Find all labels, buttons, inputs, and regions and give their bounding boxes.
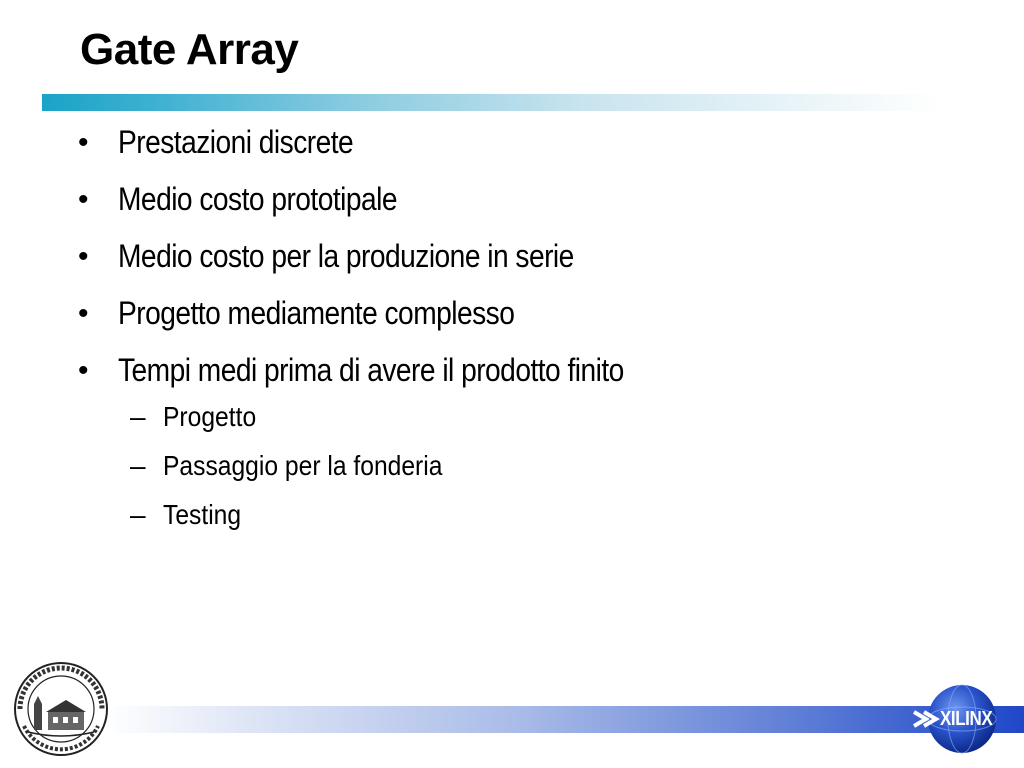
dash-icon: – (130, 401, 146, 432)
sub-bullet-list (78, 401, 978, 548)
sub-bullet-text: Progetto (163, 401, 257, 432)
bullet-dot-icon: • (78, 354, 88, 387)
sub-bullet-item (78, 401, 978, 450)
bullet-item (78, 181, 978, 238)
bullet-text: Tempi medi prima di avere il prodotto finito (118, 352, 624, 388)
bullet-text: Prestazioni discrete (118, 124, 354, 160)
bullet-dot-icon: • (78, 126, 88, 159)
bullet-text: Progetto mediamente complesso (118, 295, 515, 331)
bullet-dot-icon: • (78, 183, 88, 216)
sub-bullet-item (78, 499, 978, 548)
bullet-text: Medio costo prototipale (118, 181, 398, 217)
dash-icon: – (130, 499, 146, 530)
title-underline (42, 94, 942, 111)
bullet-text: Medio costo per la produzione in serie (118, 238, 574, 274)
bullet-dot-icon: • (78, 297, 88, 330)
university-seal-logo (8, 660, 114, 758)
bullet-item (78, 295, 978, 352)
xilinx-wordmark: XILINX (940, 708, 993, 730)
sub-bullet-text: Testing (163, 499, 242, 530)
bullet-item (78, 238, 978, 295)
bullet-list (78, 124, 978, 409)
bullet-item (78, 124, 978, 181)
slide-body (78, 124, 978, 548)
sub-bullet-text: Passaggio per la fonderia (163, 450, 443, 481)
sub-bullet-item (78, 450, 978, 499)
dash-icon: – (130, 450, 146, 481)
footer-gradient-bar (105, 706, 1024, 733)
bullet-dot-icon: • (78, 240, 88, 273)
slide-title: Gate Array (80, 25, 299, 74)
